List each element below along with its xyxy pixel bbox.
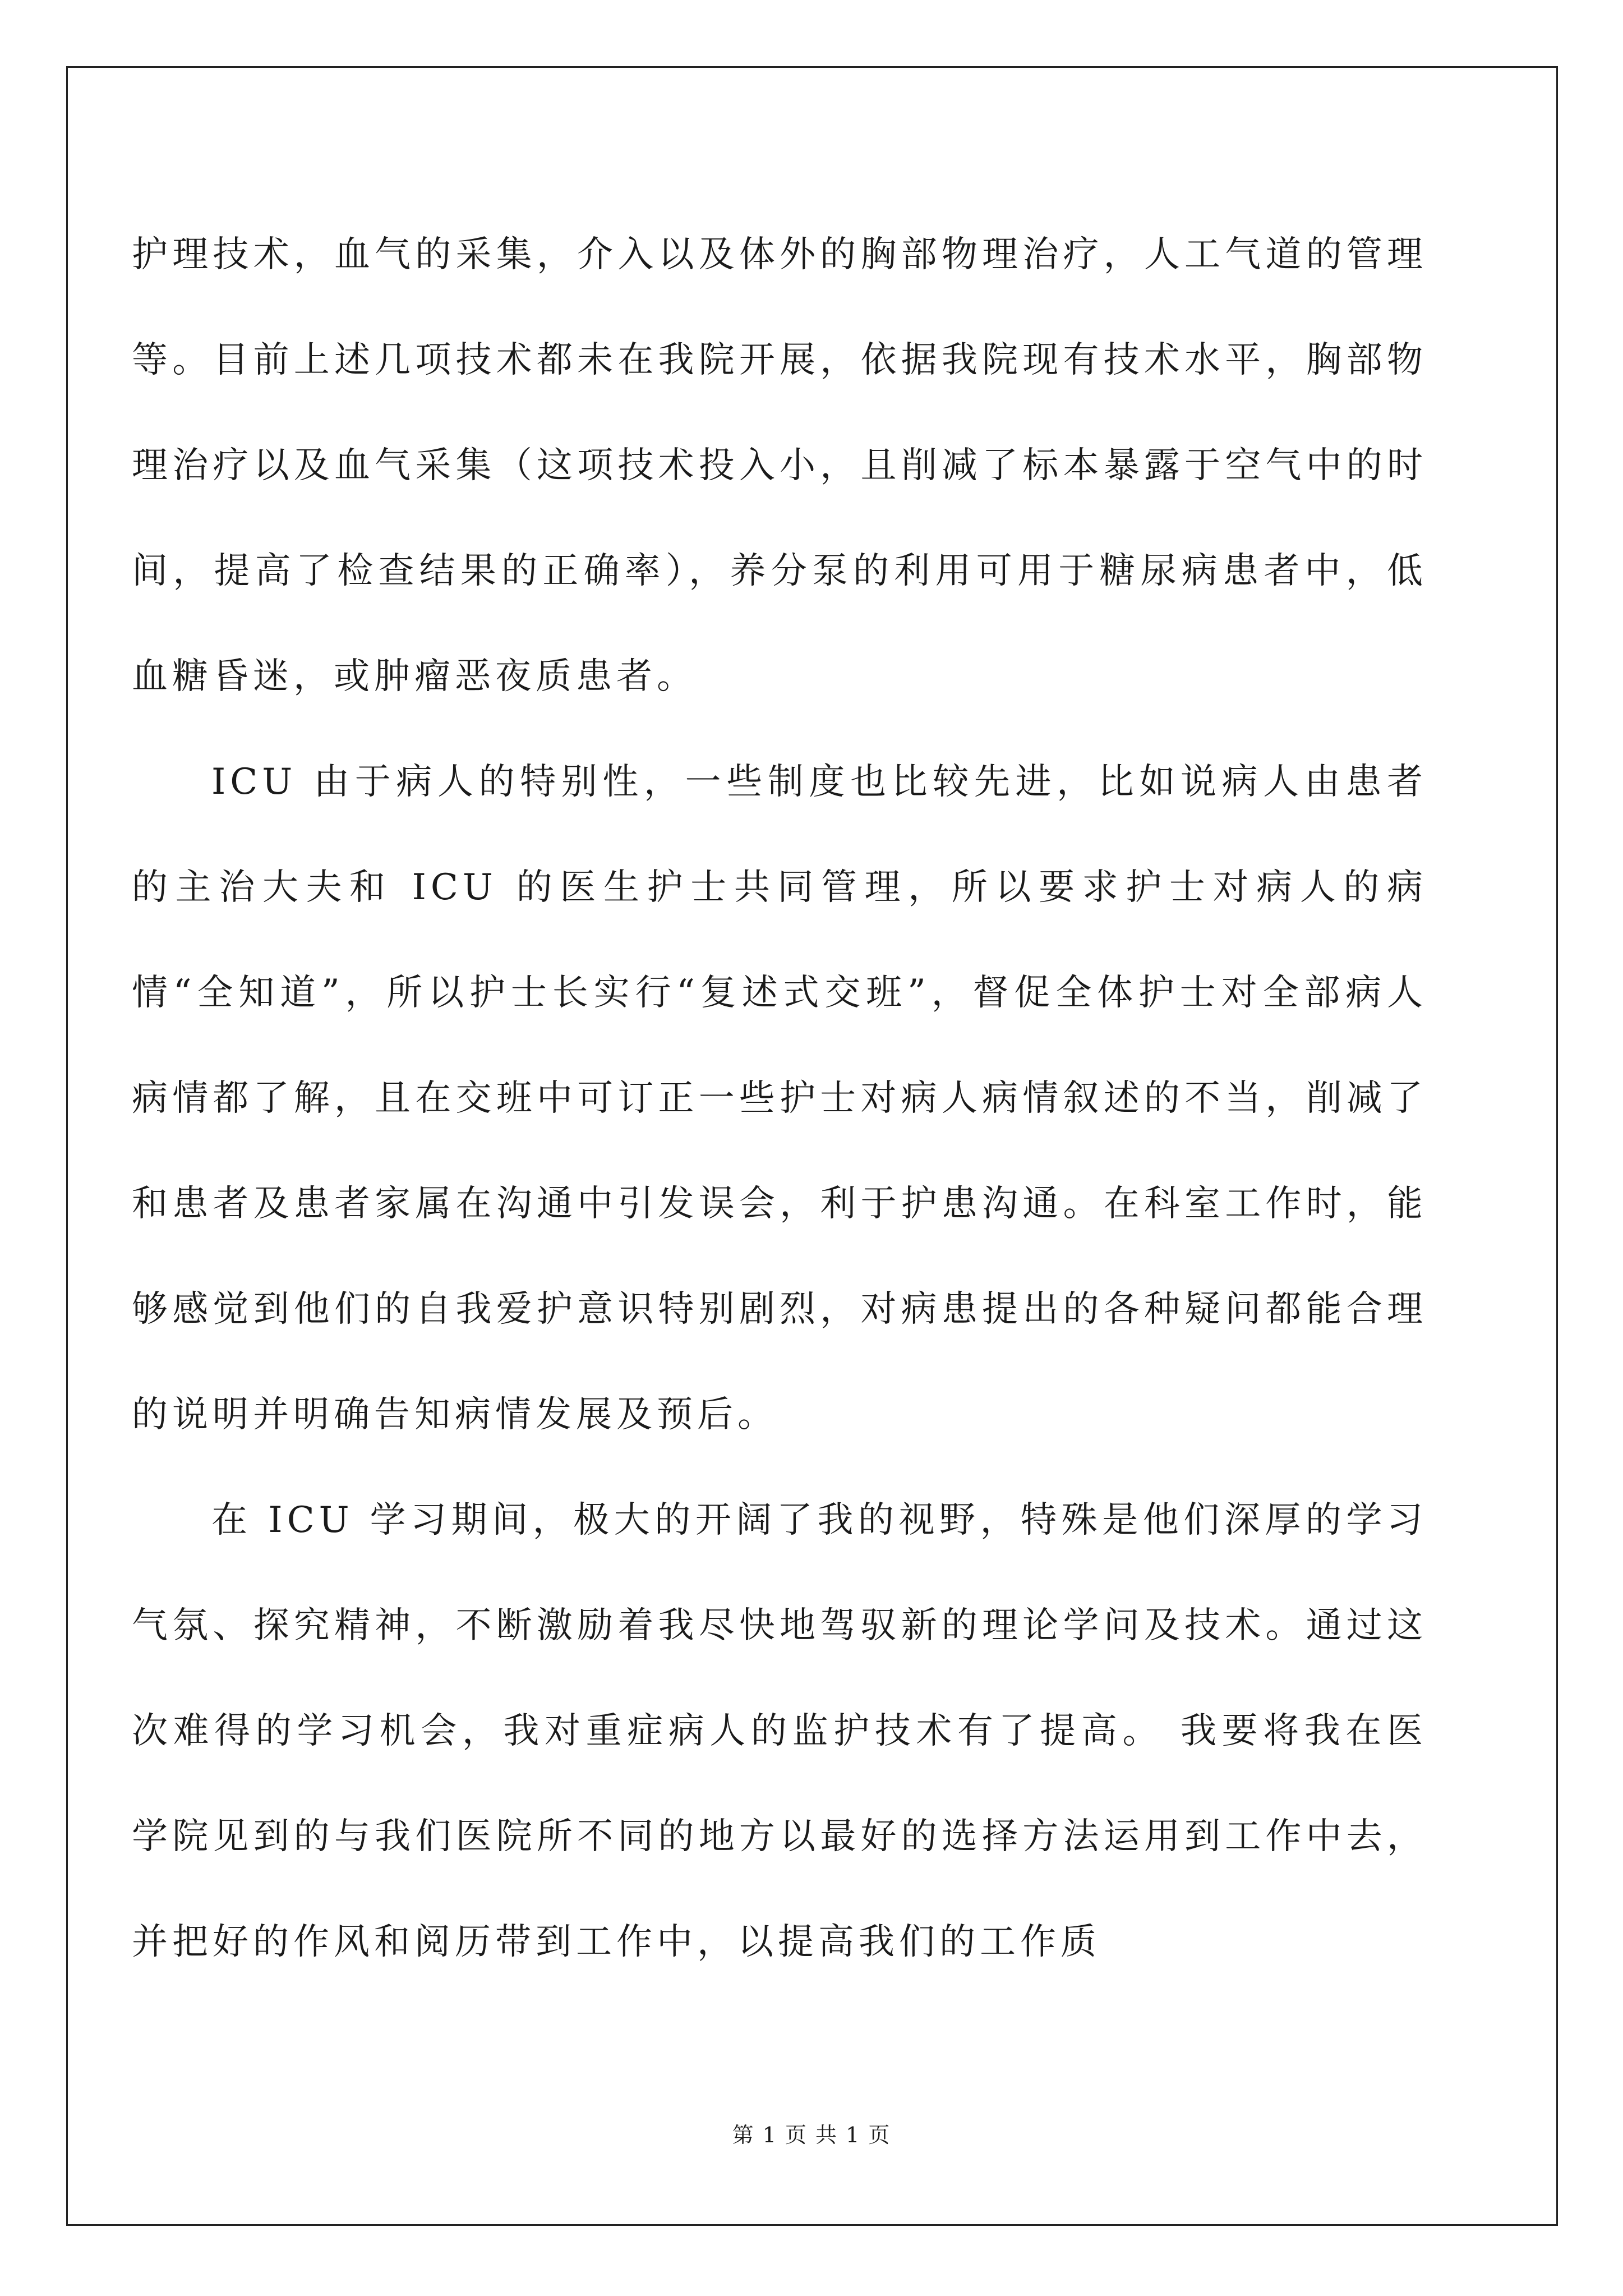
paragraph-3: 在 ICU 学习期间，极大的开阔了我的视野，特殊是他们深厚的学习气氛、探究精神，不断激励着我尽快地驾驭新的理论学问及技术。通过这次难得的学习机会，我对重症病人的监护技术有了提高。 我要将我在医学院见到的与我们医院所不同的地方以最好的选择方法运用到工作中去，并把好的作风和阅历带到工作中，以提高我们的工作质 — [132, 1499, 1427, 1963]
page-footer: 第 1 页 共 1 页 — [732, 2123, 891, 2147]
document-body — [132, 202, 1427, 1995]
paragraph-1: 护理技术，血气的采集，介入以及体外的胸部物理治疗，人工气道的管理等。目前上述几项技术都未在我院开展，依据我院现有技术水平，胸部物理治疗以及血气采集（这项技术投入小，且削减了标本暴露于空气中的时间，提高了检查结果的正确率），养分泵的利用可用于糖尿病患者中，低血糖昏迷，或肿瘤恶夜质患者。 — [132, 234, 1427, 697]
paragraph-2: ICU 由于病人的特别性，一些制度也比较先进，比如说病人由患者的主治大夫和 ICU 的医生护士共同管理，所以要求护士对病人的病情“全知道”，所以护士长实行“复述式交班”，督促全体护士对全部病人病情都了解，且在交班中可订正一些护士对病人病情叙述的不当，削减了和患者及患者家属在沟通中引发误会，利于护患沟通。在科室工作时，能够感觉到他们的自我爱护意识特别剧烈，对病患提出的各种疑问都能合理的说明并明确告知病情发展及预后。 — [132, 761, 1427, 1435]
